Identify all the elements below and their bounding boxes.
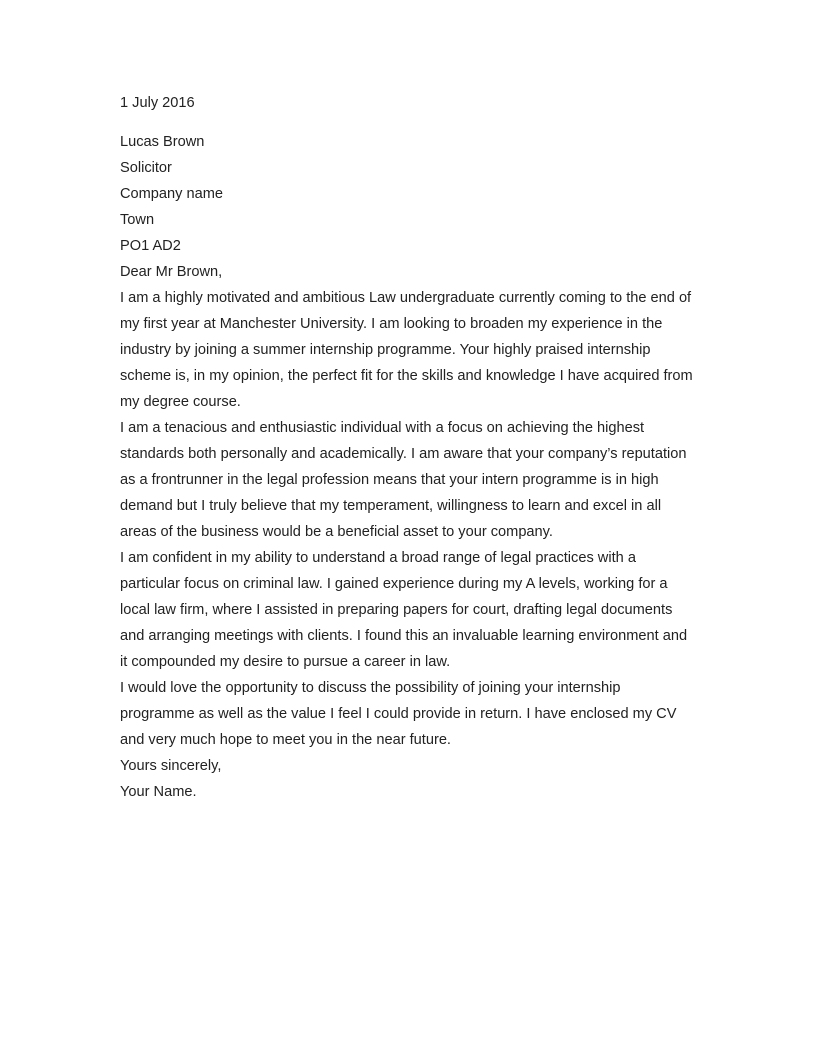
paragraph-line: as a frontrunner in the legal profession means that your intern programme is in high (120, 472, 659, 488)
recipient-town: Town (120, 212, 155, 228)
paragraph-line: I would love the opportunity to discuss the possibility of joining your internship (120, 680, 621, 696)
paragraph-line: programme as well as the value I feel I could provide in return. I have enclosed my CV (120, 706, 677, 722)
paragraph-line: standards both personally and academically. I am aware that your company’s reputation (120, 446, 687, 462)
paragraph-line: industry by joining a summer internship programme. Your highly praised internship (120, 342, 651, 358)
recipient-name: Lucas Brown (120, 134, 205, 150)
letter-body (120, 129, 695, 805)
paragraph-line: and very much hope to meet you in the near future. (120, 732, 451, 748)
paragraph-line: scheme is, in my opinion, the perfect fit for the skills and knowledge I have acquired from (120, 368, 693, 384)
paragraph-line: I am confident in my ability to understand a broad range of legal practices with a (120, 550, 636, 566)
paragraph-4 (120, 675, 695, 753)
paragraph-line: my first year at Manchester University. I am looking to broaden my experience in the (120, 316, 663, 332)
recipient-title: Solicitor (120, 160, 172, 176)
paragraph-line: areas of the business would be a beneficial asset to your company. (120, 524, 553, 540)
letter-date: 1 July 2016 (120, 95, 195, 111)
paragraph-line: and arranging meetings with clients. I found this an invaluable learning environment and (120, 628, 688, 644)
signature: Your Name. (120, 784, 197, 800)
paragraph-line: local law firm, where I assisted in preparing papers for court, drafting legal documents (120, 602, 673, 618)
paragraph-line: I am a tenacious and enthusiastic individual with a focus on achieving the highest (120, 420, 645, 436)
recipient-company: Company name (120, 186, 224, 202)
salutation: Dear Mr Brown, (120, 264, 223, 280)
paragraph-line: demand but I truly believe that my temperament, willingness to learn and excel in all (120, 498, 662, 514)
paragraph-3 (120, 545, 695, 675)
paragraph-1 (120, 285, 695, 415)
recipient-postcode: PO1 AD2 (120, 238, 181, 254)
paragraph-line: particular focus on criminal law. I gained experience during my A levels, working for a (120, 576, 668, 592)
closing: Yours sincerely, (120, 758, 222, 774)
paragraph-2 (120, 415, 695, 545)
paragraph-line: my degree course. (120, 394, 241, 410)
paragraph-line: it compounded my desire to pursue a career in law. (120, 654, 451, 670)
paragraph-line: I am a highly motivated and ambitious Law undergraduate currently coming to the end of (120, 290, 692, 306)
